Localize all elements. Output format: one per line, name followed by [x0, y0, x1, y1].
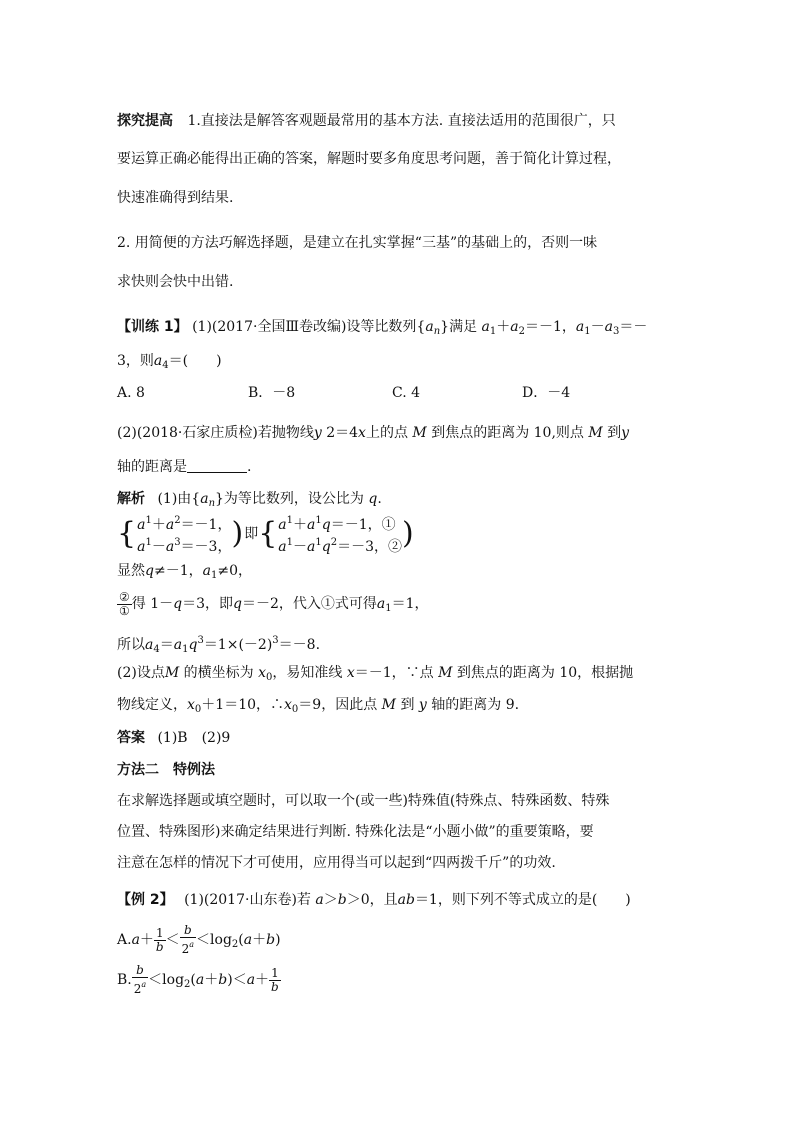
train1-q2-line-2: 轴的距离是 .	[117, 459, 252, 475]
method2-line-3: 注意在怎样的情况下才可使用，应用得当可以起到“四两拨千斤”的功效.	[117, 855, 556, 871]
tip-label: 探究提高	[117, 113, 173, 129]
solution-line-6: (2)设点M 的横坐标为 $x_0$，易知准线 x＝－1，∵点 M 到焦点的距离为 10，根据抛	[117, 665, 634, 683]
solution-line-3: 显然q≠－1，$a_1\ne 0$，	[117, 563, 252, 581]
solution-system: { $a^1+a^2=-1$， $a^1-a^3=-3$， )即{ $a^1+a^1q=-1$，① $a^1-a^1q^2=-3$，② )	[117, 515, 414, 555]
train1-q2-line-1: (2)(2018·石家庄质检)若抛物线y 2＝4x上的点 M 到焦点的距离为 10,则点 M 到y	[117, 425, 630, 441]
option-c: C. 4	[392, 385, 421, 401]
method2-line-2: 位置、特殊图形)来确定结果进行判断. 特殊化法是“小题小做”的重要策略，要	[117, 824, 594, 840]
tip2-line-1: 2. 用简便的方法巧解选择题，是建立在扎实掌握“三基”的基础上的，否则一味	[117, 235, 598, 251]
tip-line-2: 要运算正确必能得出正确的答案，解题时要多角度思考问题，善于简化计算过程，	[117, 151, 621, 167]
train1-line-2: 3，则$a_4=$( )	[117, 353, 222, 371]
example2-option-a: A.a＋ $\frac{1}{b}$ ＜ $\frac{b}{2^a}$ $<\log_2(a+b)$	[117, 923, 281, 956]
method2-title: 方法二 特例法	[117, 762, 215, 778]
example2-option-b: B. $\frac{b}{2^a}$ $<\log_2(a+b)<a+$ $\frac{1}{b}$	[117, 963, 279, 996]
option-d: D．－4	[522, 385, 571, 401]
train1-line-1: 【训练 1】 (1)(2017·全国Ⅲ卷改编)设等比数列$\{a_n\}$满足 $a_1+a_2=-1$，$a_1-a_3=-$	[117, 319, 648, 337]
answer-line: 答案 (1)B (2)9	[117, 730, 231, 746]
solution-line-7: 物线定义，$x_0+1=10$，$\therefore x_0=9$，因此点 M 到 y 轴的距离为 9.	[117, 697, 520, 715]
example2-line-1: 【例 2】 (1)(2017·山东卷)若 a＞b＞0，且ab＝1，则下列不等式成立的是( )	[117, 892, 631, 908]
tip-line-3: 快速准确得到结果.	[117, 190, 234, 206]
solution-line-5: 所以$a_4=a_1q^3=1\times(-2)^3=-8$.	[117, 635, 321, 655]
option-a: A. 8	[117, 385, 145, 401]
train1-options	[117, 384, 717, 402]
option-b: B．－8	[248, 385, 296, 401]
fraction-2-over-1: $\frac{\text{②}}{\text{①}}$	[119, 589, 130, 618]
method2-line-1: 在求解选择题或填空题时，可以取一个(或一些)特殊值(特殊点、特殊函数、特殊	[117, 793, 610, 809]
tip-line-1: 探究提高 1.直接法是解答客观题最常用的基本方法. 直接法适用的范围很广，只	[117, 113, 616, 129]
solution-line-4: $\frac{\text{②}}{\text{①}}$ 得 1－q＝3，即q＝－2，代入①式可得$a_1=1$，	[119, 589, 429, 618]
tip2-line-2: 求快则会快中出错.	[117, 274, 234, 290]
answer-blank	[187, 458, 247, 473]
solution-line-1: 解析 (1)由$\{a_n\}$为等比数列，设公比为 q.	[117, 491, 382, 509]
